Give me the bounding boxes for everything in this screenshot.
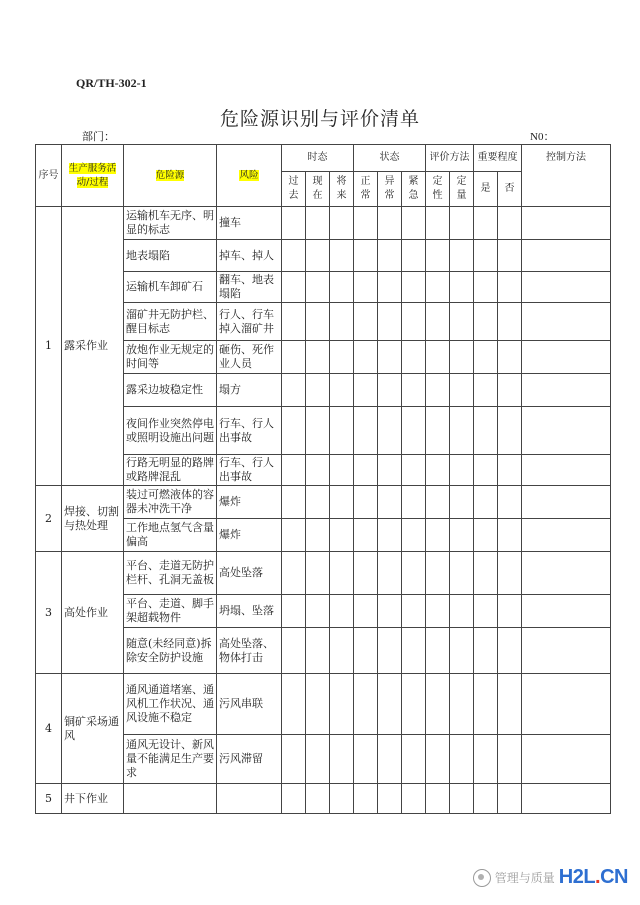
assessment-cell[interactable]: [378, 784, 402, 814]
assessment-cell[interactable]: [474, 552, 498, 595]
hazard-cell: 露采边坡稳定性: [124, 374, 217, 407]
assessment-cell[interactable]: [282, 784, 306, 814]
assessment-cell[interactable]: [474, 240, 498, 272]
header-state-abnormal: 异常: [378, 172, 402, 207]
assessment-cell[interactable]: [282, 303, 306, 341]
header-state-normal: 正常: [354, 172, 378, 207]
assessment-cell[interactable]: [306, 455, 330, 486]
assessment-cell[interactable]: [450, 374, 474, 407]
risk-cell: 污风串联: [217, 674, 282, 735]
risk-cell: 塌方: [217, 374, 282, 407]
assessment-cell[interactable]: [378, 519, 402, 552]
assessment-cell[interactable]: [378, 272, 402, 303]
assessment-cell[interactable]: [426, 207, 450, 240]
assessment-cell[interactable]: [402, 407, 426, 455]
hazard-cell: 通风无设计、新风量不能满足生产要求: [124, 735, 217, 784]
assessment-cell[interactable]: [402, 486, 426, 519]
assessment-cell[interactable]: [474, 735, 498, 784]
assessment-cell[interactable]: [306, 595, 330, 628]
assessment-cell[interactable]: [354, 455, 378, 486]
assessment-cell[interactable]: [354, 272, 378, 303]
assessment-cell[interactable]: [354, 303, 378, 341]
control-cell[interactable]: [522, 407, 611, 455]
risk-cell: 撞车: [217, 207, 282, 240]
assessment-cell[interactable]: [282, 374, 306, 407]
assessment-cell[interactable]: [474, 486, 498, 519]
hazard-table: [35, 144, 611, 814]
assessment-cell[interactable]: [426, 674, 450, 735]
assessment-cell[interactable]: [306, 303, 330, 341]
assessment-cell[interactable]: [426, 374, 450, 407]
assessment-cell[interactable]: [498, 207, 522, 240]
assessment-cell[interactable]: [330, 519, 354, 552]
assessment-cell[interactable]: [426, 407, 450, 455]
assessment-cell[interactable]: [354, 519, 378, 552]
assessment-cell[interactable]: [354, 374, 378, 407]
risk-cell: 污风滞留: [217, 735, 282, 784]
header-eval: 评价方法: [426, 145, 474, 172]
assessment-cell[interactable]: [402, 674, 426, 735]
assessment-cell[interactable]: [450, 595, 474, 628]
assessment-cell[interactable]: [354, 628, 378, 674]
hazard-cell: 溜矿井无防护栏、醒目标志: [124, 303, 217, 341]
assessment-cell[interactable]: [402, 341, 426, 374]
assessment-cell[interactable]: [306, 272, 330, 303]
risk-cell: [217, 784, 282, 814]
process-cell: 高处作业: [62, 552, 124, 674]
assessment-cell[interactable]: [474, 341, 498, 374]
assessment-cell[interactable]: [426, 240, 450, 272]
assessment-cell[interactable]: [354, 735, 378, 784]
assessment-cell[interactable]: [402, 207, 426, 240]
assessment-cell[interactable]: [306, 240, 330, 272]
process-cell: 焊接、切割与热处理: [62, 486, 124, 552]
assessment-cell[interactable]: [378, 207, 402, 240]
table-row: [36, 552, 611, 595]
assessment-cell[interactable]: [474, 519, 498, 552]
assessment-cell[interactable]: [474, 455, 498, 486]
assessment-cell[interactable]: [450, 628, 474, 674]
control-cell[interactable]: [522, 735, 611, 784]
assessment-cell[interactable]: [378, 374, 402, 407]
assessment-cell[interactable]: [282, 455, 306, 486]
assessment-cell[interactable]: [282, 341, 306, 374]
hazard-cell: 随意(未经同意)拆除安全防护设施: [124, 628, 217, 674]
assessment-cell[interactable]: [402, 455, 426, 486]
control-cell[interactable]: [522, 341, 611, 374]
assessment-cell[interactable]: [474, 303, 498, 341]
table-row: [36, 486, 611, 519]
control-cell[interactable]: [522, 552, 611, 595]
assessment-cell[interactable]: [306, 784, 330, 814]
control-cell[interactable]: [522, 595, 611, 628]
assessment-cell[interactable]: [450, 272, 474, 303]
seq-cell: 3: [36, 552, 62, 674]
assessment-cell[interactable]: [426, 341, 450, 374]
risk-cell: 行车、行人出事故: [217, 455, 282, 486]
assessment-cell[interactable]: [450, 207, 474, 240]
control-cell[interactable]: [522, 519, 611, 552]
control-cell[interactable]: [522, 628, 611, 674]
assessment-cell[interactable]: [282, 519, 306, 552]
risk-cell: 掉车、掉人: [217, 240, 282, 272]
hazard-cell: 夜间作业突然停电或照明设施出问题: [124, 407, 217, 455]
header-eval-quantitative: 定量: [450, 172, 474, 207]
control-cell[interactable]: [522, 240, 611, 272]
assessment-cell[interactable]: [306, 735, 330, 784]
assessment-cell[interactable]: [378, 341, 402, 374]
control-cell[interactable]: [522, 207, 611, 240]
assessment-cell[interactable]: [474, 595, 498, 628]
assessment-cell[interactable]: [330, 455, 354, 486]
assessment-cell[interactable]: [402, 735, 426, 784]
seq-cell: 4: [36, 674, 62, 784]
assessment-cell[interactable]: [354, 207, 378, 240]
assessment-cell[interactable]: [330, 272, 354, 303]
assessment-cell[interactable]: [426, 303, 450, 341]
risk-cell: 行车、行人出事故: [217, 407, 282, 455]
assessment-cell[interactable]: [354, 674, 378, 735]
assessment-cell[interactable]: [426, 519, 450, 552]
assessment-cell[interactable]: [450, 674, 474, 735]
header-eval-qualitative: 定性: [426, 172, 450, 207]
assessment-cell[interactable]: [306, 628, 330, 674]
table-row: [36, 784, 611, 814]
assessment-cell[interactable]: [498, 486, 522, 519]
assessment-cell[interactable]: [306, 374, 330, 407]
assessment-cell[interactable]: [426, 595, 450, 628]
assessment-cell[interactable]: [378, 735, 402, 784]
header-seq: 序号: [36, 145, 62, 207]
control-cell[interactable]: [522, 784, 611, 814]
assessment-cell[interactable]: [378, 486, 402, 519]
assessment-cell[interactable]: [282, 407, 306, 455]
assessment-cell[interactable]: [498, 552, 522, 595]
hazard-cell: 工作地点氢气含量偏高: [124, 519, 217, 552]
site-logo: H2L.CN: [558, 866, 628, 888]
hazard-cell: 平台、走道无防护栏杆、孔洞无盖板: [124, 552, 217, 595]
assessment-cell[interactable]: [306, 407, 330, 455]
watermark-text: 管理与质量: [494, 871, 555, 885]
assessment-cell[interactable]: [282, 674, 306, 735]
assessment-cell[interactable]: [378, 674, 402, 735]
assessment-cell[interactable]: [450, 486, 474, 519]
assessment-cell[interactable]: [354, 407, 378, 455]
header-control: 控制方法: [522, 145, 611, 207]
assessment-cell[interactable]: [474, 628, 498, 674]
hazard-cell: 行路无明显的路牌或路牌混乱: [124, 455, 217, 486]
document-title: 危险源识别与评价清单: [219, 108, 420, 130]
process-cell: 铜矿采场通风: [62, 674, 124, 784]
assessment-cell[interactable]: [330, 735, 354, 784]
assessment-cell[interactable]: [474, 674, 498, 735]
hazard-cell: 运输机车卸矿石: [124, 272, 217, 303]
assessment-cell[interactable]: [498, 455, 522, 486]
assessment-cell[interactable]: [282, 240, 306, 272]
assessment-cell[interactable]: [426, 486, 450, 519]
risk-cell: 砸伤、死作业人员: [217, 341, 282, 374]
risk-cell: 行人、行车掉入溜矿井: [217, 303, 282, 341]
header-state-emergency: 紧急: [402, 172, 426, 207]
assessment-cell[interactable]: [330, 784, 354, 814]
process-cell: 露采作业: [62, 207, 124, 486]
table-row: [36, 674, 611, 735]
risk-cell: 坍塌、坠落: [217, 595, 282, 628]
assessment-cell[interactable]: [282, 595, 306, 628]
hazard-cell: 运输机车无序、明显的标志: [124, 207, 217, 240]
assessment-cell[interactable]: [354, 341, 378, 374]
risk-cell: 爆炸: [217, 486, 282, 519]
watermark: [473, 866, 628, 889]
assessment-cell[interactable]: [330, 374, 354, 407]
assessment-cell[interactable]: [330, 341, 354, 374]
assessment-cell[interactable]: [378, 552, 402, 595]
control-cell[interactable]: [522, 303, 611, 341]
assessment-cell[interactable]: [330, 240, 354, 272]
assessment-cell[interactable]: [498, 735, 522, 784]
department-label: 部门：: [82, 130, 115, 143]
control-cell[interactable]: [522, 374, 611, 407]
assessment-cell[interactable]: [498, 240, 522, 272]
assessment-cell[interactable]: [474, 784, 498, 814]
assessment-cell[interactable]: [282, 628, 306, 674]
risk-cell: 高处坠落: [217, 552, 282, 595]
assessment-cell[interactable]: [354, 552, 378, 595]
assessment-cell[interactable]: [474, 374, 498, 407]
assessment-cell[interactable]: [498, 628, 522, 674]
assessment-cell[interactable]: [330, 674, 354, 735]
control-cell[interactable]: [522, 272, 611, 303]
header-tense-past: 过去: [282, 172, 306, 207]
assessment-cell[interactable]: [378, 455, 402, 486]
risk-cell: 高处坠落、物体打击: [217, 628, 282, 674]
assessment-cell[interactable]: [354, 240, 378, 272]
seq-cell: 5: [36, 784, 62, 814]
assessment-cell[interactable]: [378, 407, 402, 455]
assessment-cell[interactable]: [330, 303, 354, 341]
wechat-icon: [473, 869, 491, 887]
risk-cell: 翻车、地表塌陷: [217, 272, 282, 303]
assessment-cell[interactable]: [354, 784, 378, 814]
assessment-cell[interactable]: [306, 486, 330, 519]
assessment-cell[interactable]: [402, 628, 426, 674]
assessment-cell[interactable]: [402, 272, 426, 303]
assessment-cell[interactable]: [426, 552, 450, 595]
assessment-cell[interactable]: [330, 595, 354, 628]
assessment-cell[interactable]: [426, 735, 450, 784]
assessment-cell[interactable]: [402, 595, 426, 628]
assessment-cell[interactable]: [498, 674, 522, 735]
assessment-cell[interactable]: [450, 735, 474, 784]
hazard-cell: 平台、走道、脚手架超载物件: [124, 595, 217, 628]
assessment-cell[interactable]: [426, 628, 450, 674]
assessment-cell[interactable]: [450, 240, 474, 272]
assessment-cell[interactable]: [402, 240, 426, 272]
assessment-cell[interactable]: [282, 272, 306, 303]
assessment-cell[interactable]: [330, 628, 354, 674]
assessment-cell[interactable]: [450, 784, 474, 814]
header-tense-future: 将来: [330, 172, 354, 207]
assessment-cell[interactable]: [330, 486, 354, 519]
hazard-cell: 放炮作业无规定的时间等: [124, 341, 217, 374]
assessment-cell[interactable]: [402, 519, 426, 552]
seq-cell: 1: [36, 207, 62, 486]
control-cell[interactable]: [522, 455, 611, 486]
header-important-yes: 是: [474, 172, 498, 207]
assessment-cell[interactable]: [402, 374, 426, 407]
number-label: N0：: [530, 131, 555, 143]
header-risk: 风险: [217, 145, 282, 207]
assessment-cell[interactable]: [450, 455, 474, 486]
assessment-cell[interactable]: [306, 552, 330, 595]
assessment-cell[interactable]: [378, 595, 402, 628]
assessment-cell[interactable]: [306, 674, 330, 735]
seq-cell: 2: [36, 486, 62, 552]
document-code: QR/TH-302-1: [76, 76, 147, 90]
hazard-cell: 地表塌陷: [124, 240, 217, 272]
assessment-cell[interactable]: [498, 595, 522, 628]
assessment-cell[interactable]: [474, 272, 498, 303]
hazard-cell: [124, 784, 217, 814]
control-cell[interactable]: [522, 674, 611, 735]
header-state: 状态: [354, 145, 426, 172]
assessment-cell[interactable]: [450, 552, 474, 595]
assessment-cell[interactable]: [306, 341, 330, 374]
assessment-cell[interactable]: [282, 552, 306, 595]
table-row: [36, 207, 611, 240]
assessment-cell[interactable]: [330, 207, 354, 240]
hazard-cell: 装过可燃液体的容器未冲洗干净: [124, 486, 217, 519]
assessment-cell[interactable]: [450, 341, 474, 374]
assessment-cell[interactable]: [306, 519, 330, 552]
assessment-cell[interactable]: [378, 240, 402, 272]
assessment-cell[interactable]: [378, 628, 402, 674]
header-important-no: 否: [498, 172, 522, 207]
assessment-cell[interactable]: [450, 407, 474, 455]
header-importance: 重要程度: [474, 145, 522, 172]
hazard-cell: 通风通道堵塞、通风机工作状况、通风设施不稳定: [124, 674, 217, 735]
assessment-cell[interactable]: [498, 407, 522, 455]
assessment-cell[interactable]: [474, 407, 498, 455]
assessment-cell[interactable]: [498, 374, 522, 407]
assessment-cell[interactable]: [426, 455, 450, 486]
header-tense-present: 现在: [306, 172, 330, 207]
assessment-cell[interactable]: [402, 303, 426, 341]
assessment-cell[interactable]: [402, 552, 426, 595]
control-cell[interactable]: [522, 486, 611, 519]
assessment-cell[interactable]: [330, 552, 354, 595]
assessment-cell[interactable]: [306, 207, 330, 240]
header-hazard: 危险源: [124, 145, 217, 207]
header-tense: 时态: [282, 145, 354, 172]
assessment-cell[interactable]: [498, 272, 522, 303]
assessment-cell[interactable]: [498, 341, 522, 374]
assessment-cell[interactable]: [378, 303, 402, 341]
assessment-cell[interactable]: [282, 486, 306, 519]
assessment-cell[interactable]: [354, 486, 378, 519]
assessment-cell[interactable]: [282, 735, 306, 784]
assessment-cell[interactable]: [450, 303, 474, 341]
assessment-cell[interactable]: [498, 303, 522, 341]
assessment-cell[interactable]: [282, 207, 306, 240]
assessment-cell[interactable]: [426, 784, 450, 814]
process-cell: 井下作业: [62, 784, 124, 814]
risk-cell: 爆炸: [217, 519, 282, 552]
assessment-cell[interactable]: [474, 207, 498, 240]
assessment-cell[interactable]: [498, 519, 522, 552]
assessment-cell[interactable]: [402, 784, 426, 814]
header-process: 生产服务活动/过程: [62, 145, 124, 207]
assessment-cell[interactable]: [330, 407, 354, 455]
assessment-cell[interactable]: [354, 595, 378, 628]
assessment-cell[interactable]: [498, 784, 522, 814]
assessment-cell[interactable]: [426, 272, 450, 303]
assessment-cell[interactable]: [450, 519, 474, 552]
